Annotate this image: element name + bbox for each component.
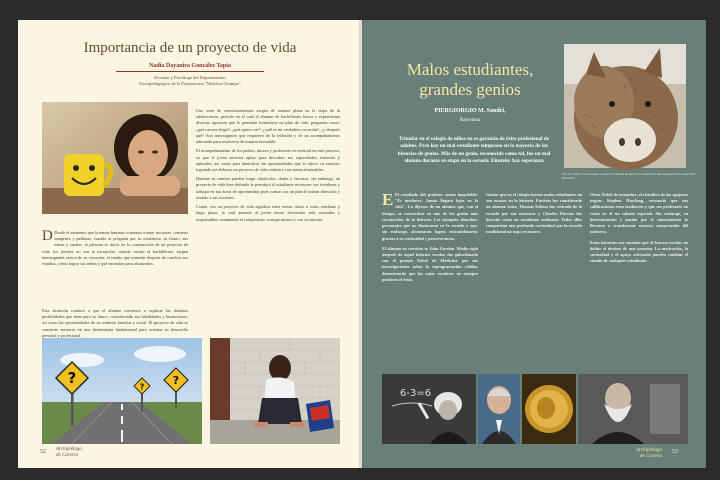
- right-lead: Triunfar en el colegio de niños no es garantía de éxito profesional de adultos. Pero hay un mal estudiante temprano en la mayoría de las historias de genios. Más de un genio, reconocido como tal, fue un mal alumno durante su etapa en la escuela. Einstein: hay esperanza: [397, 136, 551, 164]
- page-gutter: [359, 20, 365, 468]
- photo-einstein-chalkboard: [382, 374, 476, 444]
- scientist-portrait-illustration: [478, 374, 520, 444]
- left-author: Nadia Dayanira González Tapia: [149, 63, 231, 69]
- road-signs-illustration: [42, 338, 202, 444]
- right-magazine-name: [636, 448, 662, 459]
- donkey-caption: Por ese "burro" en el colegio escolar se convirtió en uno de los científicos más importantes del siglo XX (Einstein): [562, 172, 695, 181]
- nobel-medal-illustration: [522, 374, 576, 444]
- sad-student-illustration: [210, 338, 340, 444]
- right-col1-p1: El resultado del profesor suena inapelable: "Es mediocre. Jamás llegará lejos en la vida". Lo dijeron de un alumno que, con el tiempo, se convertiría en uno de los genios más reconocidos de la historia. Los ejemplos abundan: personajes que no destacaron en la escuela y que, sin embargo, alcanzaron logros extraordinarios gracias a su curiosidad y perseverancia.: [382, 192, 478, 241]
- svg-text:?: ?: [67, 369, 77, 387]
- left-page-number: 52: [40, 449, 46, 455]
- magazine-spread: [18, 20, 706, 468]
- right-mag-line-1: Archipiélago: [636, 448, 662, 453]
- left-col2-p4: Contar con un proyecto de vida significa tener metas claras a corto, mediano y largo plazo, lo cual permite al joven tomar decisiones más acertadas y responsables, asumiendo el compromiso consigo mismo y con su entorno.: [196, 204, 340, 222]
- left-mag-line-2: de Carrera: [56, 452, 79, 458]
- left-intro-text: Desde el momento que la mente humana comienza a tener nociones, contener imágenes y palabras, cuando se pregunta por su existencia, su futuro, sus metas y sueños, la persona se inicia en la construcción de un proyecto de vida, los jóvenes no son la excepción, cuando cursan el bachillerato, surgen interrogantes acerca de su vocación, el rumbo que tomarán después de concluir sus estudios, cómo lograr sus metas y qué necesitan para alcanzarlas.: [42, 230, 188, 267]
- role-line-2: Psicopedagógico de la Preparatoria "Melchor Ocampo": [139, 81, 241, 87]
- right-page: [362, 20, 706, 468]
- photo-nobel-medal: [522, 374, 576, 444]
- right-column-2: [486, 192, 582, 368]
- svg-text:6-3=6: 6-3=6: [400, 388, 432, 399]
- photo-darwin-portrait: [578, 374, 688, 444]
- left-col2-p1: Una serie de cuestionamientos surgen de manera plena en la etapa de la adolescencia, período en el cual el alumno de bachillerato busca y experimenta diversas opciones que le permitan formularse un plan de vida, preguntas como: ¿qué carrera elegir?, ¿qué quiero ser?, ¿cuál es mi verdadera vocación?, ¿y después qué? Son interrogantes que requieren de la reflexión y de un acompañamiento adecuado para resolverse de manera favorable.: [196, 108, 340, 145]
- donkey-illustration: [564, 44, 686, 168]
- right-title-line-1: Malos estudiantes,: [406, 60, 534, 79]
- right-col1-p2: El alumno en cuestión es John Gurdon. Medio siglo después de aquel informe escolar, fue galardonado con el premio Nobel de Medicina por sus investigaciones sobre la reprogramación celular, demostrando que las notas escolares no siempre predicen el éxito.: [382, 245, 478, 282]
- right-page-title: [380, 60, 560, 99]
- left-mag-line-1: Archipiélago: [56, 447, 82, 452]
- photo-girl-smiley-mug: [42, 102, 188, 214]
- svg-text:?: ?: [139, 382, 145, 392]
- left-author-role: [18, 75, 362, 87]
- left-column-1b: [42, 308, 188, 338]
- right-place: Barcelona: [459, 118, 481, 123]
- girl-mug-illustration: [42, 102, 188, 214]
- dropcap-e: E: [382, 190, 394, 209]
- right-col2-p1: Genios que en el colegio fueron malos estudiantes no son escasos en la historia. Einstein fue considerado un alumno lento, Thomas Edison fue retirado de la escuela por sus maestros y Charles Darwin fue descrito como un estudiante ordinario. Todos ellos compartían una profunda curiosidad que la escuela tradicional no supo reconocer.: [486, 192, 582, 235]
- einstein-chalkboard-illustration: [382, 374, 476, 444]
- left-col1b-text: Esta situación conduce a que el alumno comience a explorar las distintas posibilidades que tiene para su futuro, considerando sus habilidades y limitaciones, así como las oportunidades de su contexto familiar y social. El proyecto de vida se convierte entonces en una herramienta fundamental para orientar su desarrollo personal y profesional.: [42, 308, 188, 338]
- darwin-portrait-illustration: [578, 374, 688, 444]
- right-mag-line-2: de Carrera: [639, 453, 662, 459]
- left-page: [18, 20, 362, 468]
- right-column-1: [382, 192, 478, 368]
- left-page-title: Importancia de un proyecto de vida: [83, 40, 297, 56]
- dropcap-d: D: [42, 228, 53, 244]
- svg-text:?: ?: [172, 374, 180, 387]
- photo-donkey: [564, 44, 686, 168]
- right-col3-p2: Estas historias nos enseñan que el fracaso escolar no define el destino de una persona. La motivación, la curiosidad y el apoyo adecuado pueden cambiar el rumbo de cualquier estudiante.: [590, 239, 688, 264]
- author-rule: [116, 71, 264, 72]
- left-column-2: [196, 108, 340, 334]
- photo-road-question-signs: [42, 338, 202, 444]
- right-title-line-2: grandes genios: [419, 79, 521, 99]
- role-line-1: Docente y Psicóloga del Departamento: [154, 75, 226, 80]
- right-page-number: 53: [672, 449, 678, 455]
- right-column-3: [590, 192, 688, 368]
- right-author: PIERGIORGIO M. Sandri,: [434, 108, 506, 114]
- left-col2-p3: Durante su camino pueden surgir obstáculos, dudas y fracasos, sin embargo, un proyecto de vida bien definido le permitirá al estudiante reconocer sus fortalezas y trabajar en sus áreas de oportunidad, pues contar con un plan le brinda dirección y sentido a sus acciones.: [196, 176, 340, 200]
- left-magazine-name: [56, 447, 82, 458]
- photo-sad-student-sitting: [210, 338, 340, 444]
- left-col2-p2: El acompañamiento de los padres, tutores y profesores es esencial en este proceso, ya que el joven necesita apoyo para descubrir sus capacidades, intereses y aptitudes, así como para identificar las oportunidades que le ofrece su entorno, logrando así elaborar un proyecto de vida realista y con metas alcanzables.: [196, 148, 340, 172]
- photo-scientist-portrait: [478, 374, 520, 444]
- right-col3-p1: Otros Nobel de renombre, el científico de los agujeros negros Stephen Hawking, reconoció que sus calificaciones eran mediocres y que sus profesores no veían en él un talento especial. Sin embargo, su determinación y pasión por el conocimiento lo llevaron a transformar nuestra comprensión del universo.: [590, 192, 688, 235]
